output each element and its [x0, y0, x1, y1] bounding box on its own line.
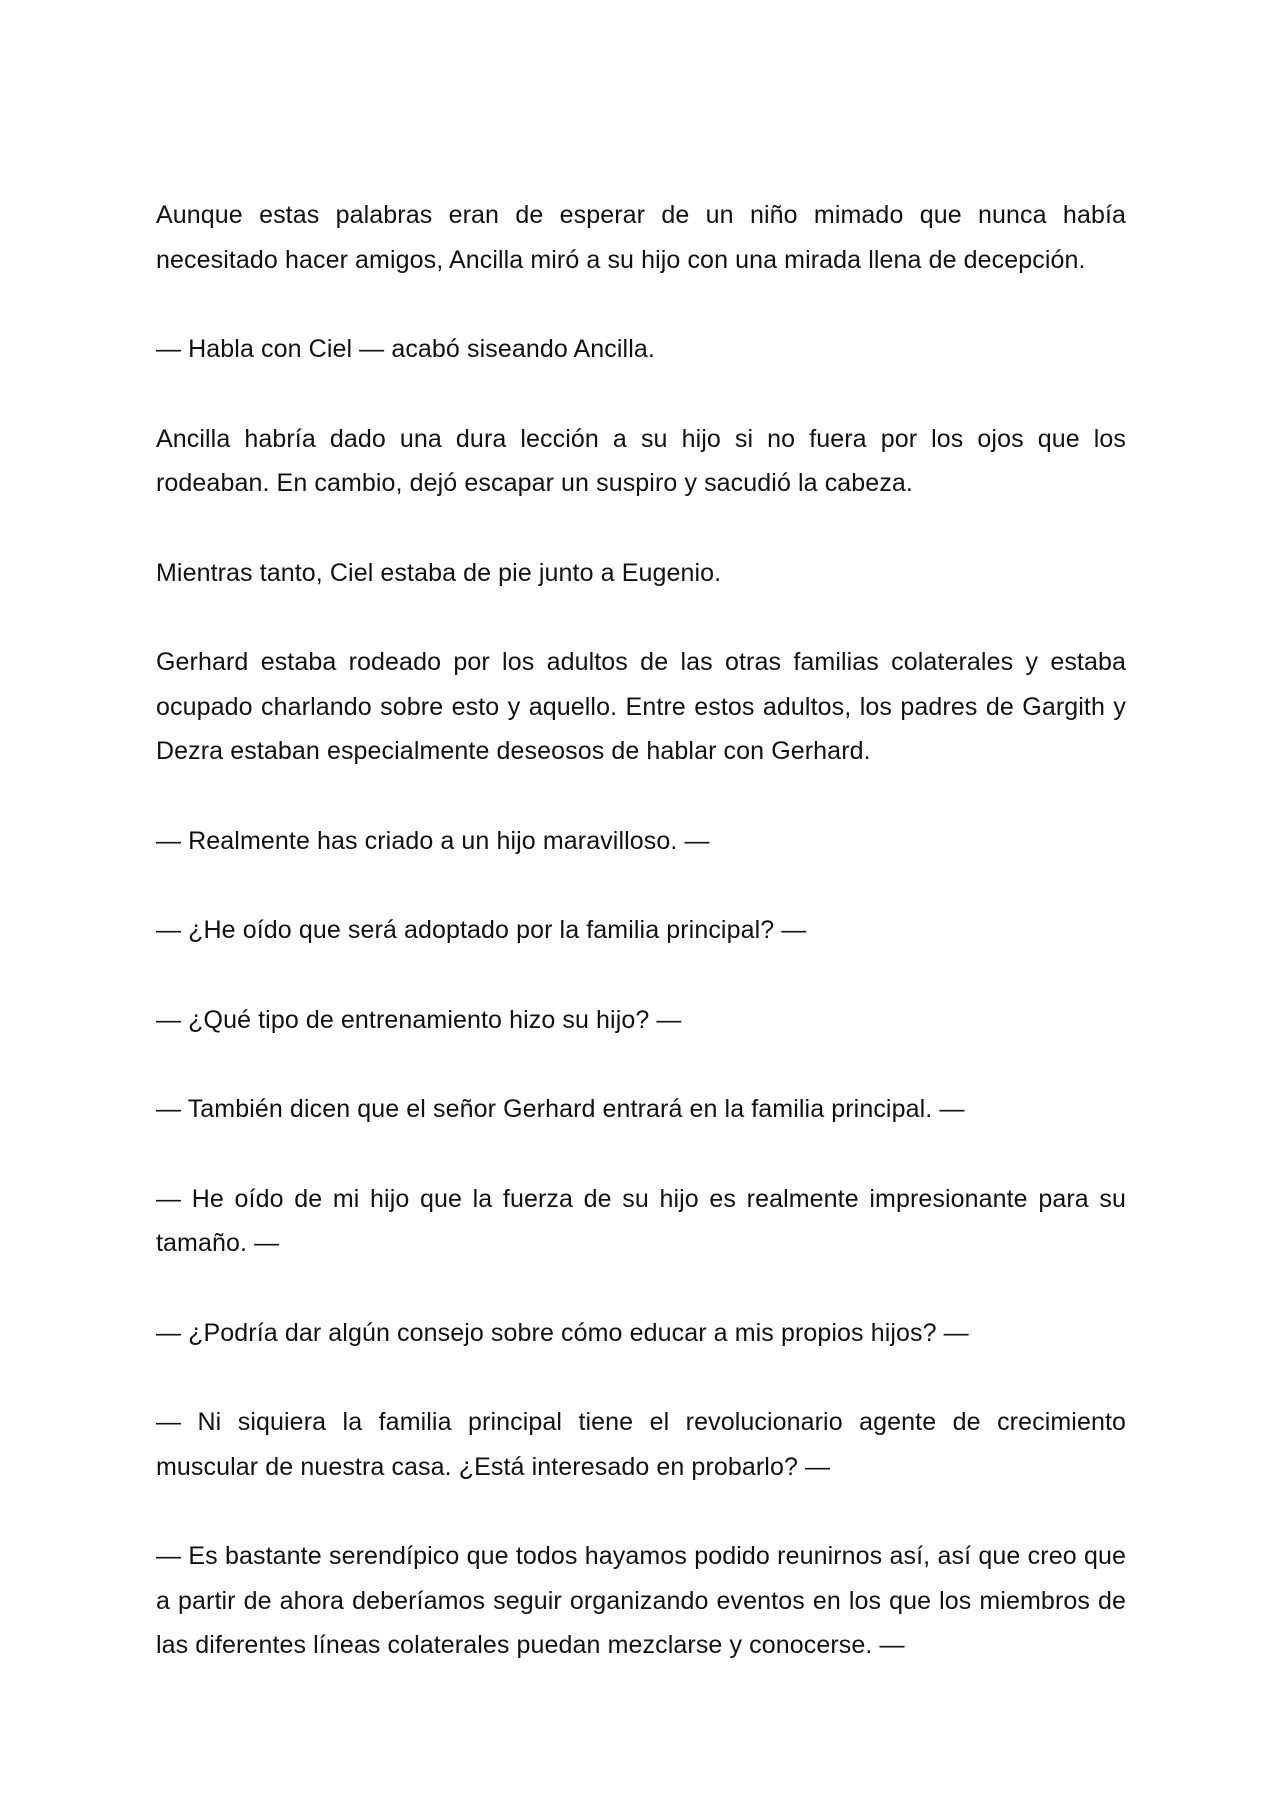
paragraph-12: — Ni siquiera la familia principal tiene el revolucionario agente de crecimiento muscular de nuestra casa. ¿Está interesado en probarlo? —: [156, 1408, 1126, 1481]
paragraph-3: Ancilla habría dado una dura lección a su hijo si no fuera por los ojos que los rodeaban. En cambio, dejó escapar un suspiro y sacudió la cabeza.: [156, 424, 1126, 497]
paragraph-10: — He oído de mi hijo que la fuerza de su hijo es realmente impresionante para su tamaño. —: [156, 1184, 1126, 1257]
paragraph-8: — ¿Qué tipo de entrenamiento hizo su hijo? —: [156, 1005, 682, 1034]
paragraph-2: — Habla con Ciel — acabó siseando Ancilla.: [156, 335, 655, 363]
paragraph-9: — También dicen que el señor Gerhard entrará en la familia principal. —: [156, 1095, 965, 1123]
paragraph-6: — Realmente has criado a un hijo maravilloso. —: [156, 826, 710, 855]
paragraph-11: — ¿Podría dar algún consejo sobre cómo educar a mis propios hijos? —: [156, 1318, 969, 1347]
paragraph-5: Gerhard estaba rodeado por los adultos de las otras familias colaterales y estaba ocupado charlando sobre esto y aquello. Entre estos adultos, los padres de Gargith y Dezra estaban especialmente deseosos de hablar con Gerhard.: [156, 648, 1126, 765]
paragraph-1: Aunque estas palabras eran de esperar de un niño mimado que nunca había necesitado hacer amigos, Ancilla miró a su hijo con una mirada llena de decepción.: [156, 201, 1126, 274]
paragraph-4: Mientras tanto, Ciel estaba de pie junto a Eugenio.: [156, 558, 722, 587]
paragraph-13: — Es bastante serendípico que todos hayamos podido reunirnos así, así que creo que a partir de ahora deberíamos seguir organizando eventos en los que los miembros de las diferentes líneas colaterales puedan mezclarse y conocerse. —: [156, 1542, 1126, 1659]
paragraph-7: — ¿He oído que será adoptado por la familia principal? —: [156, 916, 807, 944]
